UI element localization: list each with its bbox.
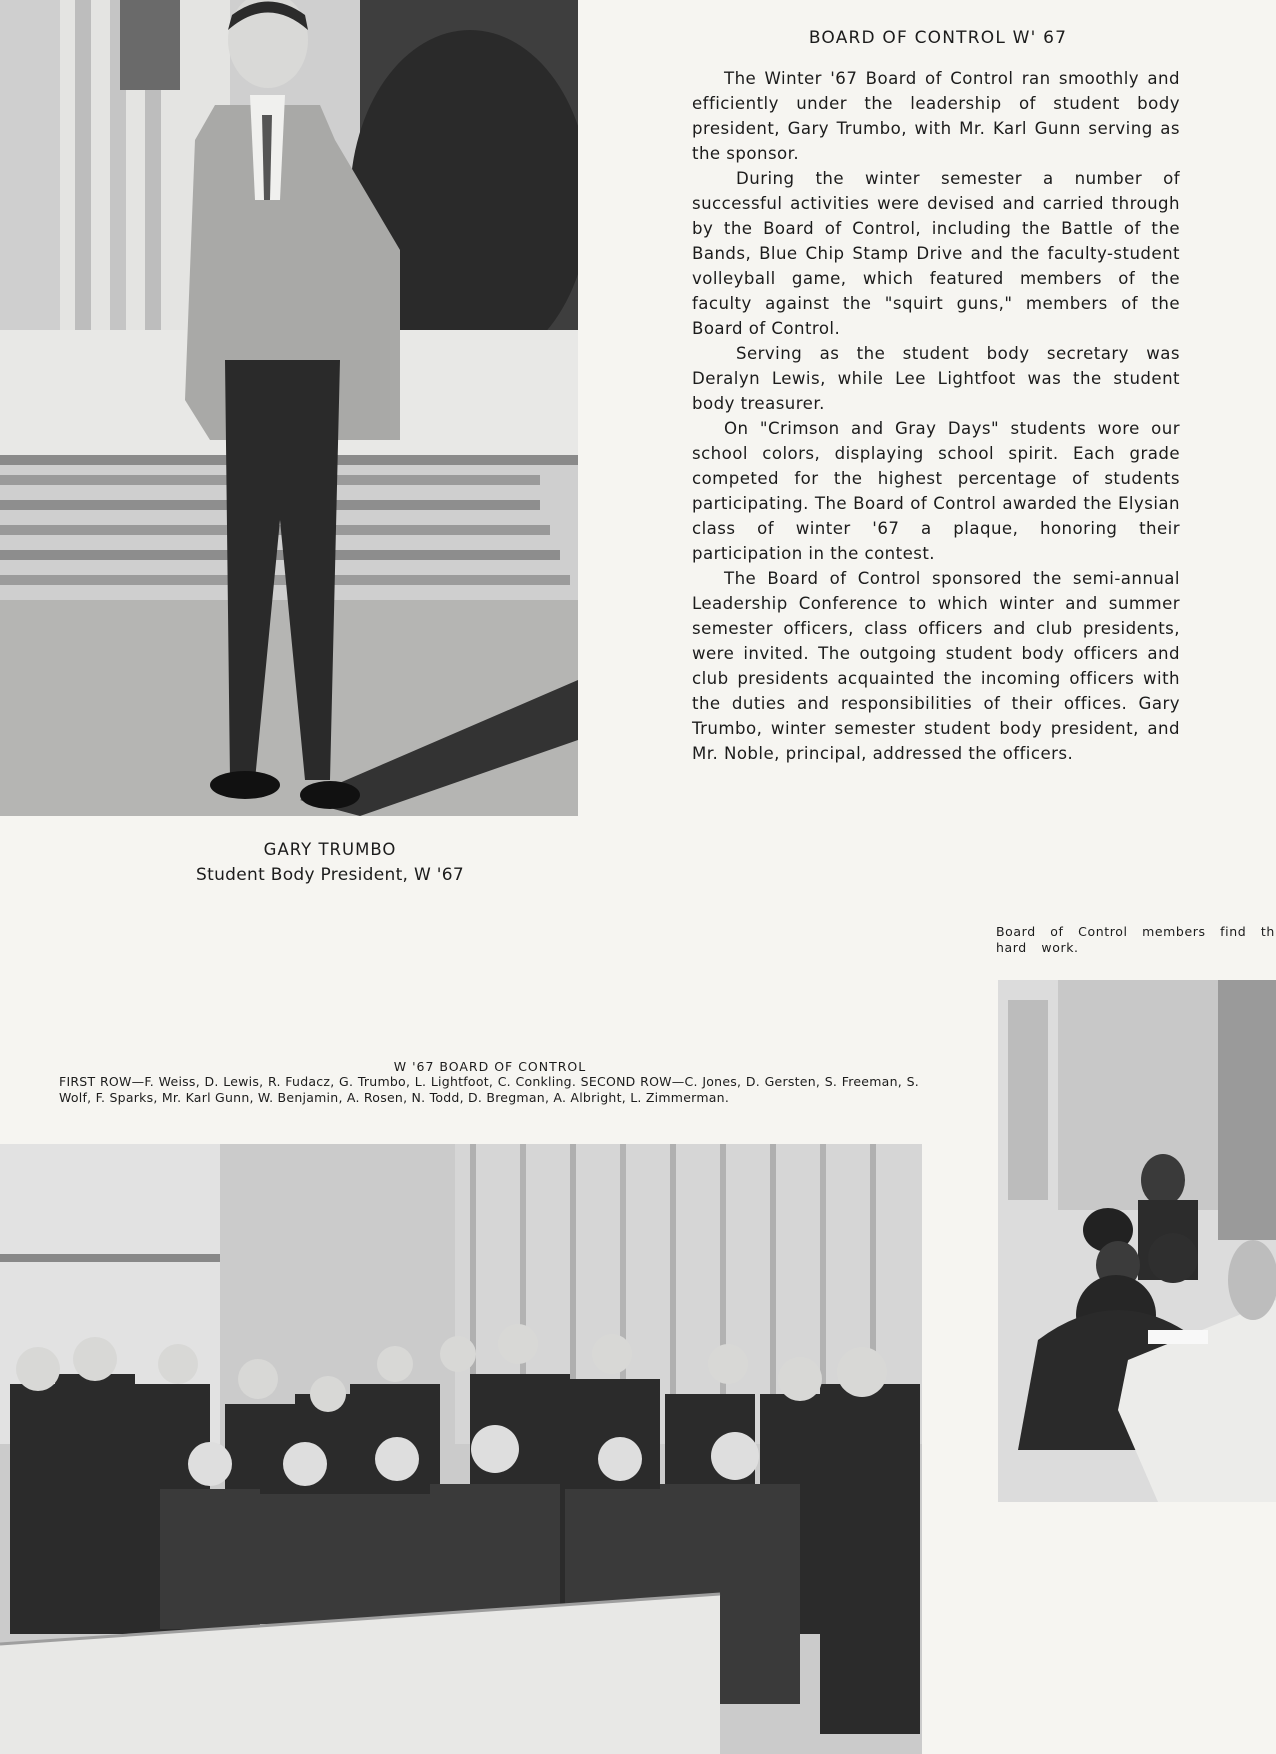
article-headline: BOARD OF CONTROL W' 67 [808,28,1068,48]
group-photo-title: W '67 BOARD OF CONTROL [393,1059,587,1074]
article-paragraph: Serving as the student body secretary was Deralyn Lewis, while Lee Lightfoot was the student body treasurer. [692,344,1180,413]
members-at-work-photo [998,980,1276,1502]
president-caption-name: GARY TRUMBO [263,840,397,859]
president-caption-title: Student Body President, W '67 [196,865,464,885]
article-paragraph: The Winter '67 Board of Control ran smoothly and efficiently under the leadership of student body president, Gary Trumbo, with Mr. Karl Gunn serving as the sponsor. [692,69,1180,163]
side-photo-caption [996,924,1276,956]
article-paragraph: During the winter semester a number of successful activities were devised and carried through by the Board of Control, including the Battle of the Bands, Blue Chip Stamp Drive and the faculty-student volleyball game, which featured members of the faculty against the "squirt guns," members of the Board of Control. [692,169,1180,338]
article-paragraph: On "Crimson and Gray Days" students wore our school colors, displaying school spirit. Each grade competed for the highest percentage of students participating. The Board of Control awarded the Elysian class of winter '67 a plaque, honoring their participation in the contest. [692,419,1180,563]
article-body [692,66,1180,766]
side-caption-line: Board of Control members find th [996,924,1275,939]
group-photo-names: FIRST ROW—F. Weiss, D. Lewis, R. Fudacz, G. Trumbo, L. Lightfoot, C. Conkling. SECOND ROW—C. Jones, D. Gersten, S. Freeman, S. Wolf, F. Sparks, Mr. Karl Gunn, W. Benjamin, A. Rosen, N. Todd, D. Bregman, A. Albright, L. Zimmerman. [59,1074,919,1105]
article-paragraph: The Board of Control sponsored the semi-annual Leadership Conference to which winter and summer semester officers, class officers and club presidents, were invited. The outgoing student body officers and club presidents acquainted the incoming officers with the duties and responsibilities of their offices. Gary Trumbo, winter semester student body president, and Mr. Noble, principal, addressed the officers. [692,569,1180,763]
president-portrait-photo [0,0,578,816]
side-caption-line: hard work. [996,940,1079,955]
board-group-photo [0,1144,922,1754]
